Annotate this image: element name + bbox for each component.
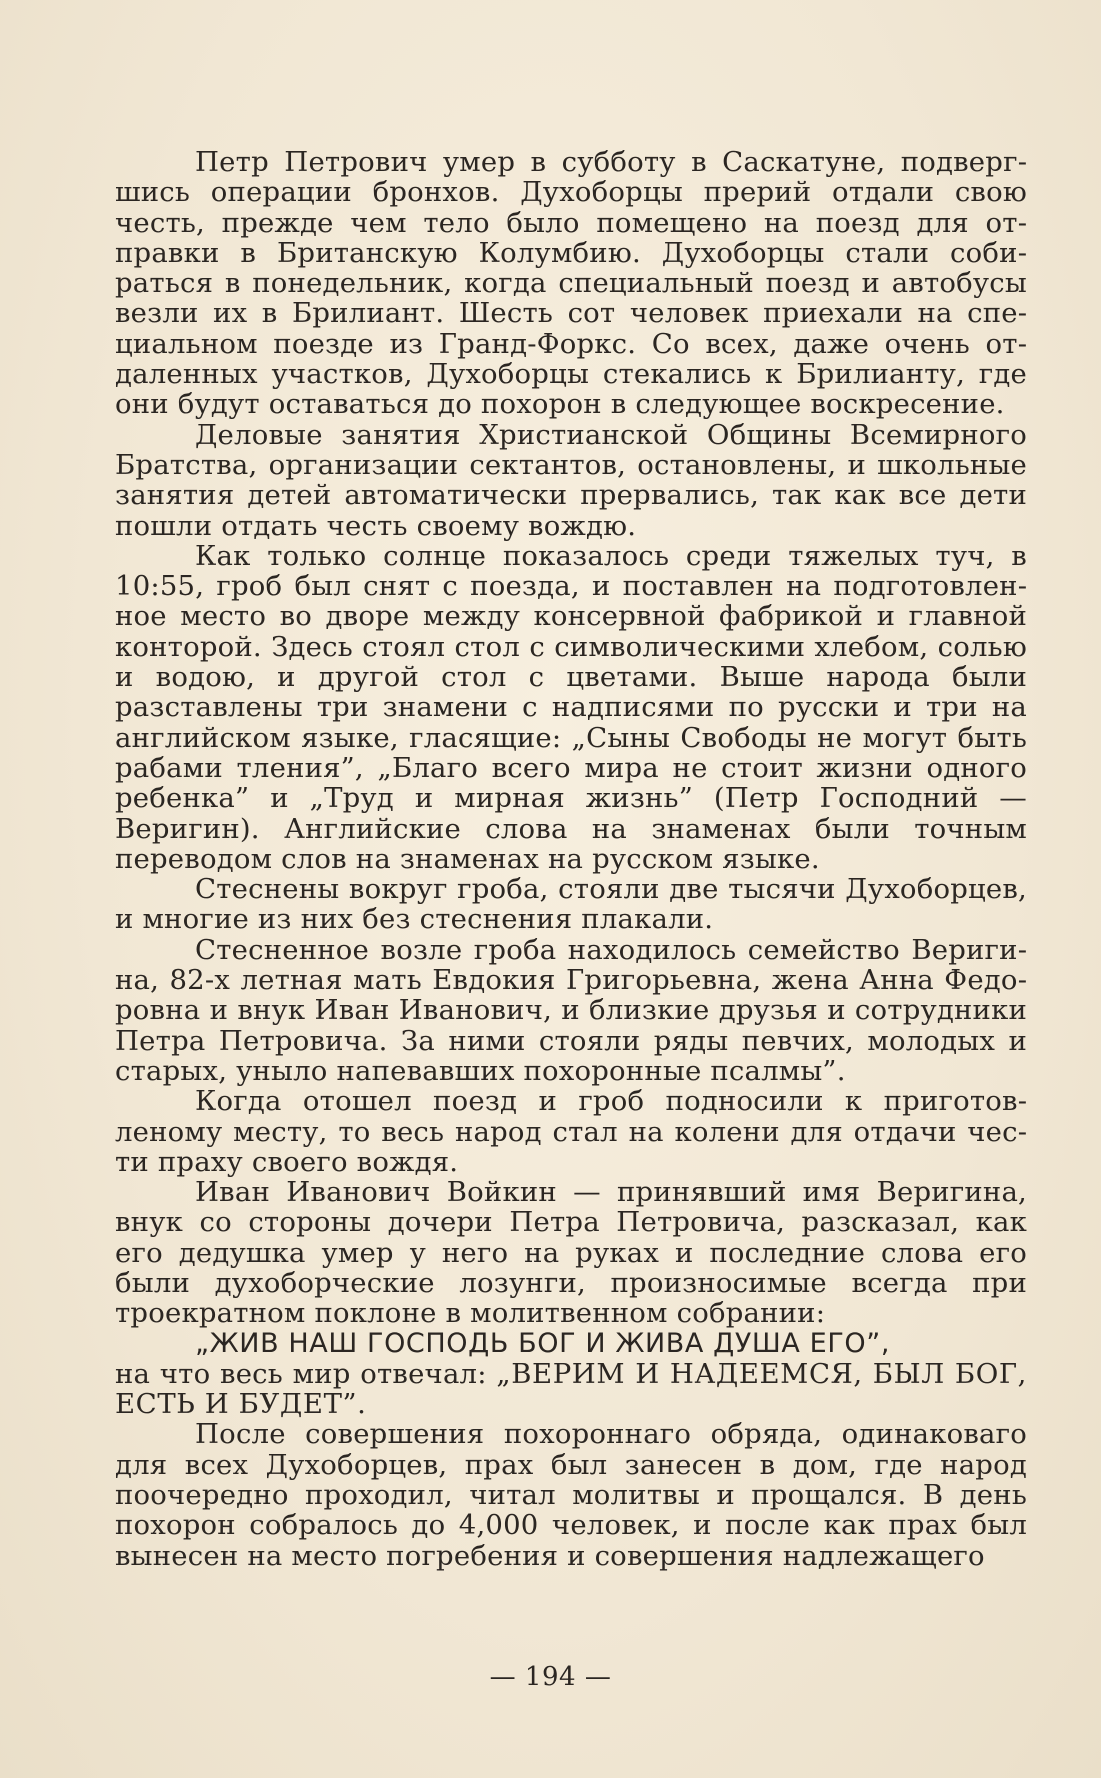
paragraph-6: Когда отошел поезд и гроб подносили к приготовленому месту, то весь народ стал на колени для отдачи чести праху своего вождя. [115, 1085, 1027, 1178]
paragraph-5: Стесненное возле гроба находилось семейство Веригина, 82-х летная мать Евдокия Григорьевна, жена Анна Федоровна и внук Иван Иванович, и близкие друзья и сотрудники Петра Петровича. За ними стояли ряды певчих, молодых и старых, уныло напевавших похоронные псалмы”. [115, 933, 1027, 1087]
final-paragraph: После совершения похороннаго обряда, одинаковаго для всех Духоборцев, прах был занесен в дом, где народ поочередно проходил, читал молитвы и прощался. В день похорон собралось до 4,000 человек, и после как прах был вынесен на место погребения и совершения надлежащего [115, 1418, 1027, 1572]
response-line [115, 1359, 1027, 1420]
response-caps: „ВЕРИМ И НАДЕЕМСЯ, БЫЛ БОГ, ЕСТЬ И БУДЕТ”. [115, 1357, 1027, 1421]
paragraph-7: Иван Иванович Войкин — принявший имя Веригина, внук со стороны дочери Петра Петровича, разсказал, как его дедушка умер у него на руках и последние слова его были духоборческие лозунги, произносимые всегда при троекратном поклоне в молитвенном собрании: [115, 1176, 1027, 1330]
response-prefix: на что весь мир отвечал: [115, 1357, 497, 1390]
page-number: — 194 — [489, 1662, 612, 1692]
paragraph-2: Деловые занятия Христианской Общины Всемирного Братства, организации сектантов, остановлены, и школьные занятия детей автоматически прервались, так как все дети пошли отдать честь своему вождю. [115, 418, 1027, 542]
paragraph-3: Как только солнце показалось среди тяжелых туч, в 10:55, гроб был снят с поезда, и поставлен на подготовленное место во дворе между консервной фабрикой и главной конторой. Здесь стоял стол с символическими хлебом, солью и водою, и другой стол с цветами. Выше народа были разставлены три знамени с надписями по русски и три на английском языке, гласящие: „Сыны Свободы не могут быть рабами тления”, „Благо всего мира не стоит жизни одного ребенка” и „Труд и мирная жизнь” (Петр Господний — Веригин). Английские слова на знаменах были точным переводом слов на знаменах на русском языке. [115, 539, 1027, 875]
paragraph-1: Петр Петрович умер в субботу в Саскатуне, подвергшись операции бронхов. Духоборцы прерий отдали свою честь, прежде чем тело было помещено на поезд для отправки в Британскую Колумбию. Духоборцы стали собираться в понедельник, когда специальный поезд и автобусы везли их в Брилиант. Шесть сот человек приехали на специальном поезде из Гранд-Форкс. Со всех, даже очень отдаленных участков, Духоборцы стекались к Брилианту, где они будут оставаться до похорон в следующее воскресение. [115, 146, 1027, 421]
paragraph-4: Стеснены вокруг гроба, стояли две тысячи Духоборцев, и многие из них без стеснения плакали. [115, 873, 1027, 936]
slogan-line: „ЖИВ НАШ ГОСПОДЬ БОГ И ЖИВА ДУША ЕГО”, [195, 1327, 891, 1359]
page-body-text [115, 147, 1027, 1571]
